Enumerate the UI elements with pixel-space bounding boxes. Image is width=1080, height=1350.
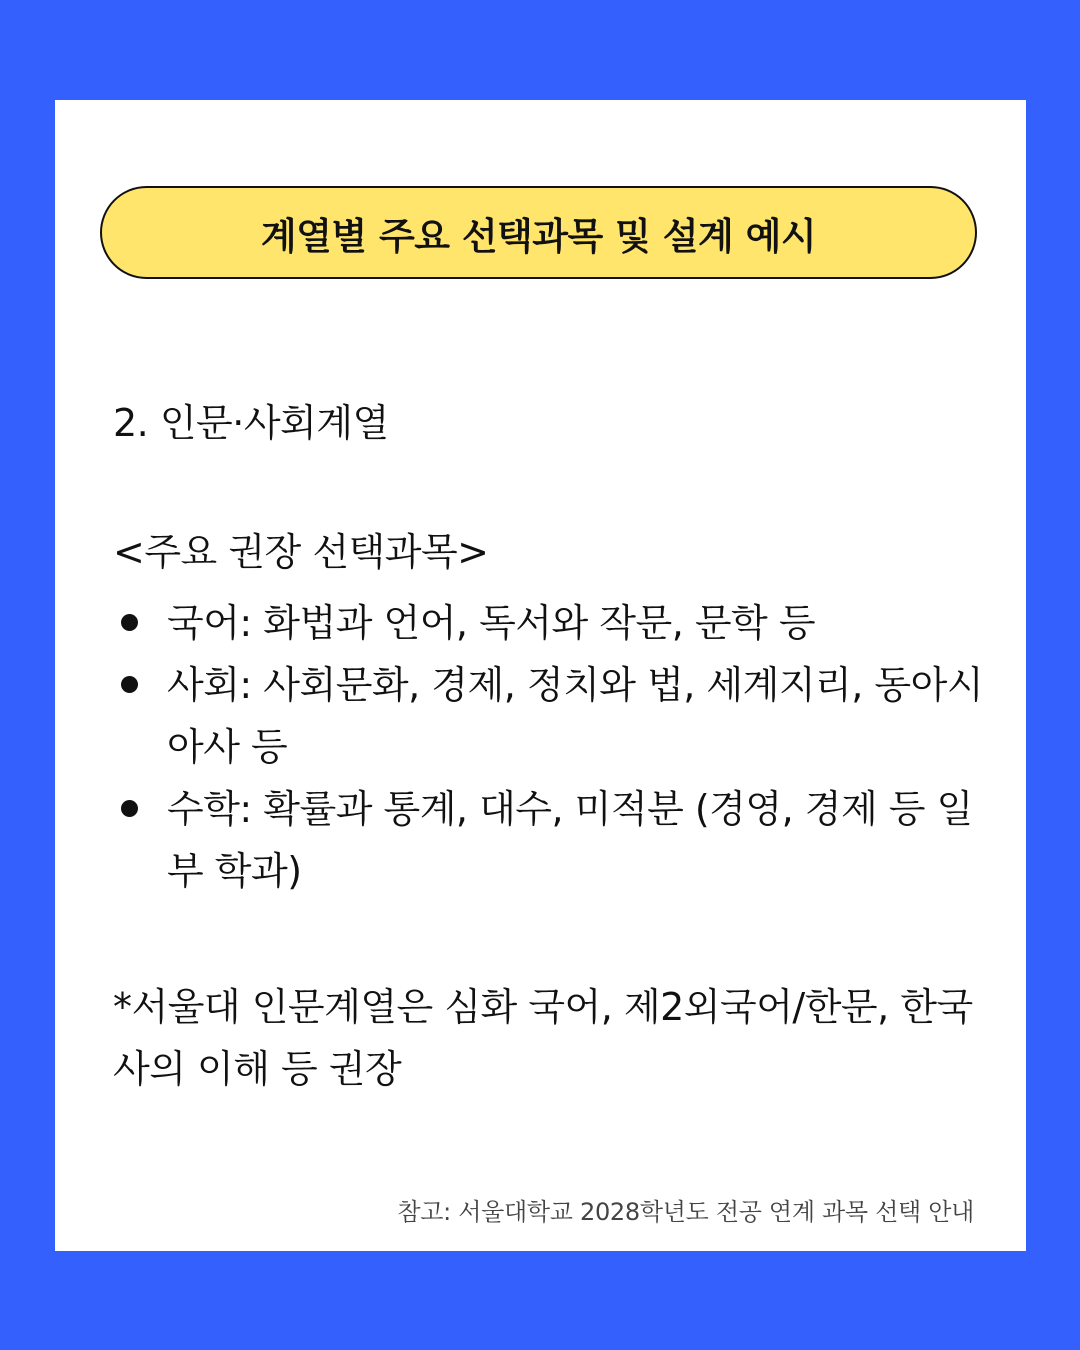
bullet-icon xyxy=(121,614,138,631)
list-item-text: 수학: 확률과 통계, 대수, 미적분 (경영, 경제 등 일부 학과) xyxy=(167,787,973,893)
bullet-icon xyxy=(121,800,138,817)
content-card xyxy=(55,100,1026,1251)
list-item-social xyxy=(113,654,993,778)
page-title: 계열별 주요 선택과목 및 설계 예시 xyxy=(260,214,817,258)
recommendation-note: *서울대 인문계열은 심화 국어, 제2외국어/한문, 한국사의 이해 등 권장 xyxy=(113,985,973,1091)
list-item-text: 국어: 화법과 언어, 독서와 작문, 문학 등 xyxy=(167,601,816,645)
section-heading: 2. 인문·사회계열 xyxy=(113,401,389,445)
list-item-text: 사회: 사회문화, 경제, 정치와 법, 세계지리, 동아시아사 등 xyxy=(167,663,984,769)
title-banner xyxy=(100,186,977,279)
subject-list xyxy=(113,592,993,902)
bullet-icon xyxy=(121,676,138,693)
list-heading: <주요 권장 선택과목> xyxy=(113,530,489,574)
source-citation: 참고: 서울대학교 2028학년도 전공 연계 과목 선택 안내 xyxy=(397,1198,974,1226)
list-item-korean xyxy=(113,592,993,654)
list-item-math xyxy=(113,778,993,902)
